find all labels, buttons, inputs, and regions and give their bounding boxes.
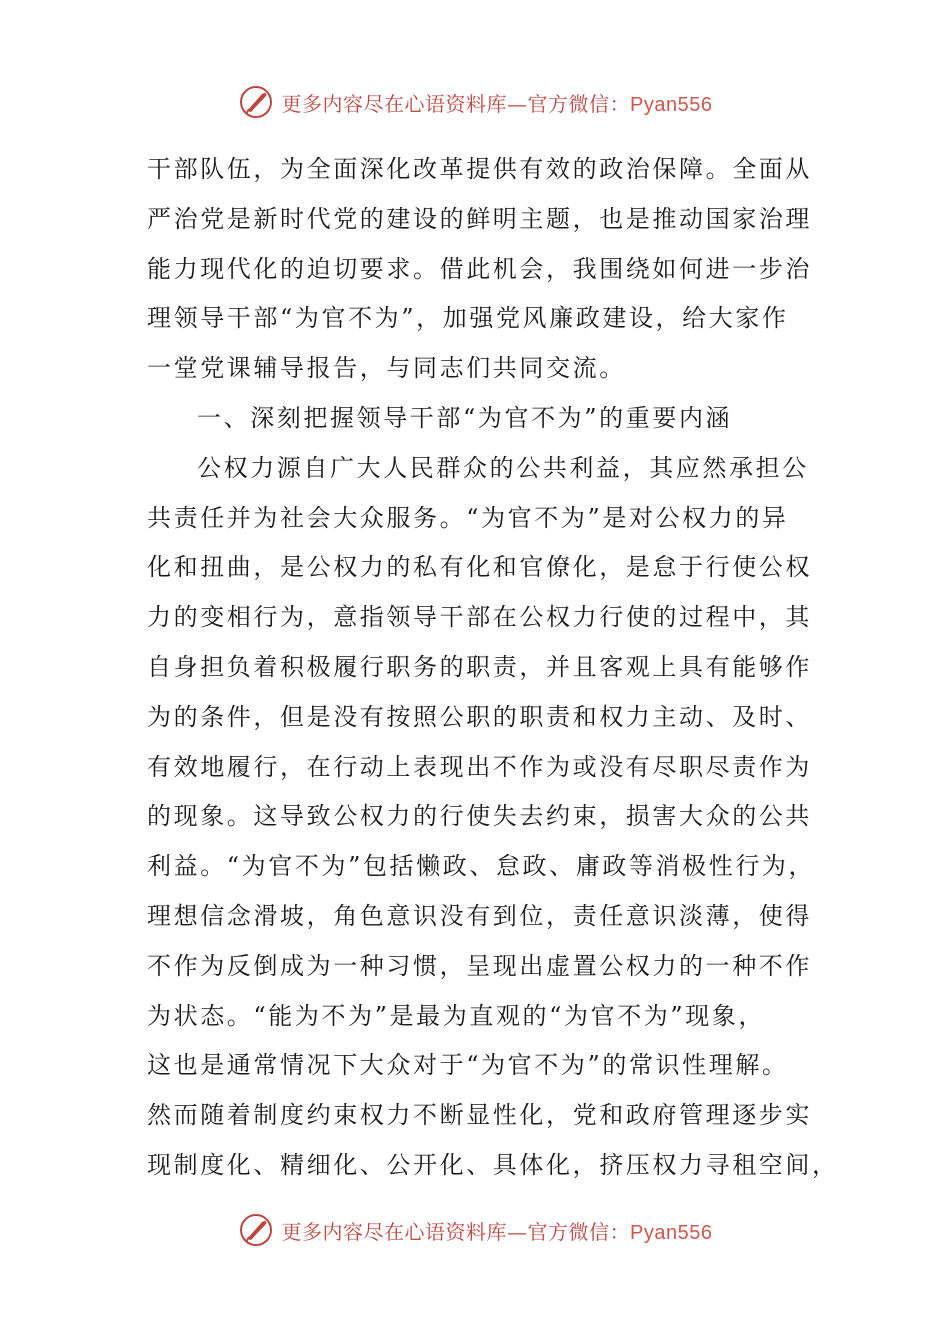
footer-banner: [0, 1208, 950, 1252]
document-body: [147, 145, 839, 1191]
text-line: 一、深刻把握领导干部“为官不为”的重要内涵: [197, 403, 733, 432]
text-line: 理想信念滑坡，角色意识没有到位，责任意识淡薄，使得: [147, 901, 812, 930]
text-line: 严治党是新时代党的建设的鲜明主题，也是推动国家治理: [147, 204, 812, 233]
text-line: 自身担负着积极履行职务的职责，并且客观上具有能够作: [147, 652, 812, 681]
text-line: 为状态。“能为不为”是最为直观的“为官不为”现象，: [147, 1001, 766, 1030]
text-line: 一堂党课辅导报告，与同志们共同交流。: [147, 354, 626, 383]
text-line: 力的变相行为，意指领导干部在公权力行使的过程中，其: [147, 603, 812, 632]
text-line: 这也是通常情况下大众对于“为官不为”的常识性理解。: [147, 1051, 789, 1080]
text-line: 为的条件，但是没有按照公职的职责和权力主动、及时、: [147, 702, 812, 731]
text-line: 公权力源自广大人民群众的公共利益，其应然承担公: [197, 453, 809, 482]
text-line: 能力现代化的迫切要求。借此机会，我围绕如何进一步治: [147, 254, 812, 283]
quill-pen-logo-icon: [238, 84, 274, 120]
quill-pen-logo-icon: [238, 1212, 274, 1248]
footer-banner-text: 更多内容尽在心语资料库—官方微信：Pyan556: [281, 1219, 713, 1244]
text-line: 利益。“为官不为”包括懒政、怠政、庸政等消极性行为，: [147, 852, 816, 881]
text-line: 干部队伍，为全面深化改革提供有效的政治保障。全面从: [147, 155, 812, 183]
header-banner: [0, 80, 950, 124]
text-line: 然而随着制度约束权力不断显性化，党和政府管理逐步实: [147, 1101, 812, 1130]
text-line: 理领导干部“为官不为”，加强党风廉政建设，给大家作: [147, 304, 789, 333]
text-line: 共责任并为社会大众服务。“为官不为”是对公权力的异: [147, 503, 789, 532]
text-line: 现制度化、精细化、公开化、具体化，挤压权力寻租空间，: [147, 1150, 839, 1179]
header-banner-text: 更多内容尽在心语资料库—官方微信：Pyan556: [281, 91, 713, 116]
text-line: 化和扭曲，是公权力的私有化和官僚化，是怠于行使公权: [147, 553, 812, 582]
text-line: 的现象。这导致公权力的行使失去约束，损害大众的公共: [147, 802, 812, 831]
text-line: 不作为反倒成为一种习惯，呈现出虚置公权力的一种不作: [147, 951, 812, 980]
text-line: 有效地履行，在行动上表现出不作为或没有尽职尽责作为: [147, 752, 812, 781]
